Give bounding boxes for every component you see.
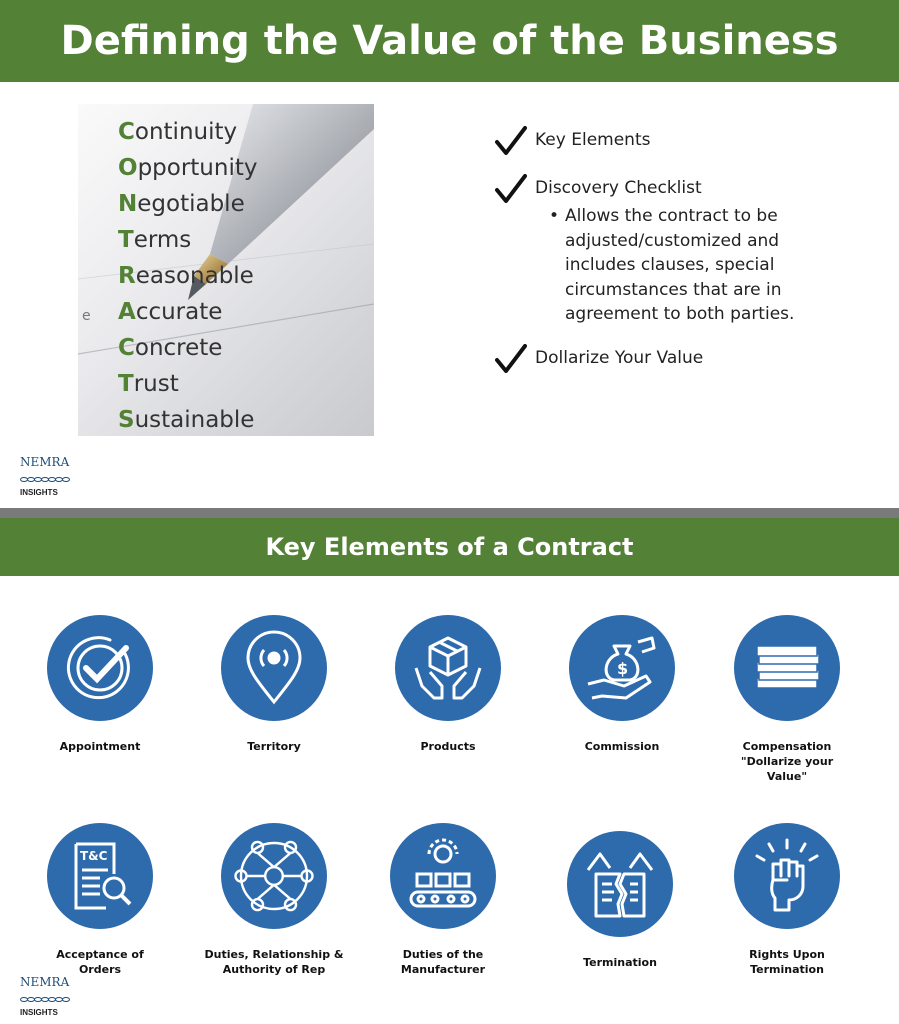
- nemra-logo: NEMRA INSIGHTS: [20, 975, 90, 1015]
- element-label: Compensation "Dollarize your Value": [740, 740, 834, 783]
- cash-stack-icon: [734, 615, 840, 721]
- checklist-label: Dollarize Your Value: [535, 348, 704, 368]
- raised-fist-icon: [734, 823, 840, 929]
- nemra-logo: NEMRA INSIGHTS: [20, 455, 90, 495]
- acronym-word: Reasonable: [118, 263, 254, 289]
- element-duties-of-rep: [189, 823, 359, 977]
- element-appointment: [15, 615, 185, 754]
- contracts-acronym-image: [78, 104, 374, 436]
- element-territory: [189, 615, 359, 754]
- terms-document-icon: [47, 823, 153, 929]
- acronym-word: Continuity: [118, 119, 238, 145]
- element-duties-of-manufacturer: [358, 823, 528, 977]
- checklist-item-key-elements: [495, 126, 650, 154]
- svg-text:e: e: [82, 308, 91, 324]
- acronym-word: Terms: [118, 227, 192, 253]
- element-label: Territory: [247, 740, 301, 753]
- element-label: Acceptance of Orders: [56, 948, 144, 976]
- element-products: [363, 615, 533, 754]
- acronym-word-list: [118, 114, 257, 436]
- element-compensation: [702, 615, 872, 784]
- acronym-word: Concrete: [118, 335, 223, 361]
- slide-key-elements: [0, 518, 899, 1024]
- element-label: Duties of the Manufacturer: [400, 948, 486, 976]
- element-acceptance-of-orders: [15, 823, 185, 977]
- location-pin-icon: [221, 615, 327, 721]
- slide-divider: [0, 508, 899, 518]
- element-label: Products: [420, 740, 476, 753]
- acronym-word: Negotiable: [118, 191, 245, 217]
- network-people-icon: [221, 823, 327, 929]
- element-label: Duties, Relationship & Authority of Rep: [204, 948, 344, 976]
- hands-box-icon: [395, 615, 501, 721]
- acronym-word: Opportunity: [118, 155, 258, 181]
- hand-money-bag-icon: [569, 615, 675, 721]
- checklist-label: Key Elements: [535, 130, 651, 150]
- checkmark-target-icon: [47, 615, 153, 721]
- torn-contract-icon: [567, 831, 673, 937]
- element-commission: [537, 615, 707, 754]
- element-label: Termination: [583, 956, 657, 969]
- svg-text:$: $: [617, 659, 629, 678]
- checklist-subpoint: • Allows the contract to be adjusted/customized and includes clauses, special circumstances that are in agreement to both parties.: [549, 206, 795, 324]
- checklist-item-discovery: [495, 174, 835, 327]
- conveyor-belt-icon: [390, 823, 496, 929]
- checkmark-icon: [495, 174, 527, 204]
- element-label: Rights Upon Termination: [749, 948, 825, 976]
- slide1-title: Defining the Value of the Business: [0, 0, 899, 82]
- chain-icon: [20, 477, 72, 482]
- checklist-item-dollarize: [495, 344, 703, 372]
- element-label: Appointment: [59, 740, 141, 753]
- element-label: Commission: [584, 740, 660, 753]
- element-rights-upon-termination: [702, 823, 872, 977]
- checkmark-icon: [495, 126, 527, 156]
- chain-icon: [20, 997, 72, 1002]
- checklist-label: Discovery Checklist: [535, 178, 702, 198]
- bullet-icon: •: [549, 206, 560, 226]
- slide2-title: Key Elements of a Contract: [0, 518, 899, 576]
- acronym-word: Trust: [118, 371, 179, 397]
- slide-value-of-business: [0, 0, 899, 508]
- acronym-word: Accurate: [118, 299, 223, 325]
- acronym-word: Sustainable: [118, 407, 255, 433]
- element-termination: [535, 831, 705, 970]
- svg-text:T&C: T&C: [80, 849, 108, 863]
- checkmark-icon: [495, 344, 527, 374]
